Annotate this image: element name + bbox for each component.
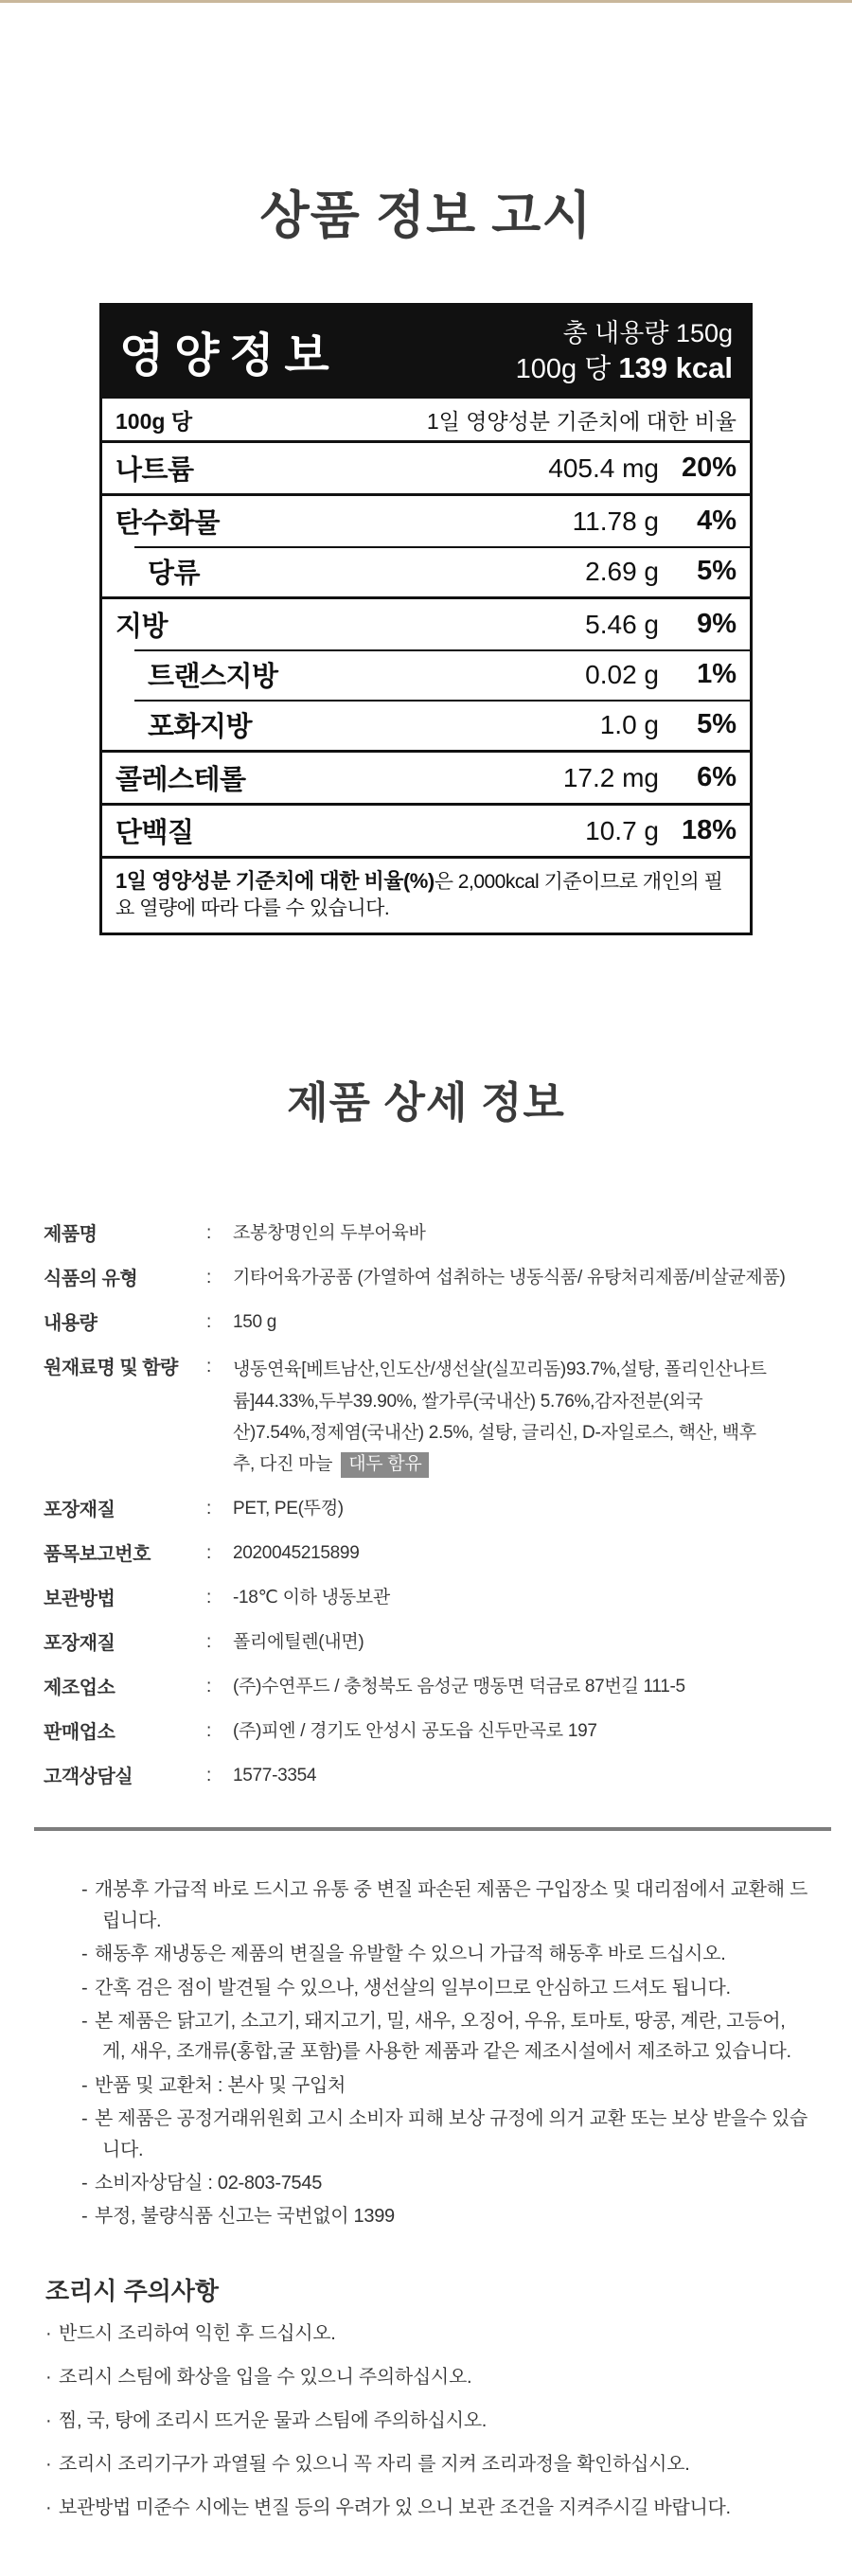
detail-value: -18℃ 이하 냉동보관 xyxy=(233,1588,390,1608)
colon: : xyxy=(206,1632,212,1653)
nutrient-value: 1.0 g xyxy=(599,709,659,739)
product-details xyxy=(44,1220,814,1791)
note-item: - 반품 및 교환처 : 본사 및 구입처 xyxy=(81,2070,810,2101)
nutrient-percent: 9% xyxy=(697,609,737,639)
note-item: - 소비자상담실 : 02-803-7545 xyxy=(81,2168,810,2198)
caution-item: · 반드시 조리하여 익힌 후 드십시오. xyxy=(45,2320,814,2347)
note-item: - 간혹 검은 점이 발견될 수 있으나, 생선살의 일부이므로 안심하고 드셔도 됩니다. xyxy=(81,1973,810,2003)
colon: : xyxy=(206,1312,212,1333)
dash-bullet: - xyxy=(81,2108,88,2130)
detail-row-package-material xyxy=(44,1496,814,1524)
nutrient-label: 당류 xyxy=(148,559,201,589)
caution-item: · 보관방법 미준수 시에는 변질 등의 우려가 있 으니 보관 조건을 지켜주시길 바랍니다. xyxy=(45,2495,814,2521)
table-row-cholesterol xyxy=(102,750,750,803)
detail-row-net-content xyxy=(44,1309,814,1338)
top-strip xyxy=(0,0,852,3)
colon: : xyxy=(206,1721,212,1742)
details-section-title: 제품 상세 정보 xyxy=(287,1078,565,1128)
detail-value: 1577-3354 xyxy=(233,1766,317,1786)
detail-value: (주)수연푸드 / 충청북도 음성군 맹동면 덕금로 87번길 111-5 xyxy=(233,1677,685,1697)
detail-value: PET, PE(뚜껑) xyxy=(233,1499,344,1519)
detail-value: 폴리에틸렌(내면) xyxy=(233,1632,364,1653)
dash-bullet: - xyxy=(81,1879,88,1901)
nutrient-label: 포화지방 xyxy=(148,712,253,742)
dot-bullet: · xyxy=(45,2453,52,2475)
nutrient-percent: 1% xyxy=(697,659,737,689)
dot-bullet: · xyxy=(45,2366,52,2388)
note-item: - 본 제품은 공정거래위원회 고시 소비자 피해 보상 규정에 의거 교환 또는 보상 받을수 있습니다. xyxy=(81,2104,810,2165)
nutrient-value: 405.4 mg xyxy=(548,453,659,483)
detail-row-package-material-2 xyxy=(44,1629,814,1658)
caution-item: · 찜, 국, 탕에 조리시 뜨거운 물과 스팀에 주의하십시오. xyxy=(45,2407,814,2434)
nutrition-table xyxy=(99,303,753,935)
detail-value: 기타어육가공품 (가열하여 섭취하는 냉동식품/ 유탕처리제품/비살균제품) xyxy=(233,1268,786,1288)
table-row-fat xyxy=(102,596,750,649)
nutrient-value: 17.2 mg xyxy=(562,762,659,792)
colon: : xyxy=(206,1499,212,1519)
detail-label: 고객상담실 xyxy=(44,1767,133,1788)
note-item: - 본 제품은 닭고기, 소고기, 돼지고기, 밀, 새우, 오징어, 우유, 토마토, 땅콩, 계란, 고등어, 게, 새우, 조개류(홍합,굴 포함)를 사용한 제품과 같은 제조시설에서 제조하고 있습니다. xyxy=(81,2006,810,2068)
nutrient-percent: 4% xyxy=(697,506,737,536)
dot-bullet: · xyxy=(45,2496,52,2518)
detail-row-customer-service xyxy=(44,1763,814,1791)
detail-label: 원재료명 및 함량 xyxy=(44,1358,178,1379)
detail-label: 보관방법 xyxy=(44,1589,115,1610)
caution-item: · 조리시 조리기구가 과열될 수 있으니 꼭 자리 를 지켜 조리과정을 확인하십시오. xyxy=(45,2451,814,2478)
nutrient-label: 탄수화물 xyxy=(115,508,221,539)
dash-bullet: - xyxy=(81,2074,88,2096)
detail-row-ingredients xyxy=(44,1354,814,1480)
nutrition-footnote: 1일 영양성분 기준치에 대한 비율(%)은 2,000kcal 기준이므로 개인의 필요 열량에 따라 다를 수 있습니다. xyxy=(102,856,750,933)
colon: : xyxy=(206,1223,212,1244)
nutrition-title: 영양정보 xyxy=(119,330,340,382)
detail-value: 150 g xyxy=(233,1312,277,1333)
nutrient-value: 5.46 g xyxy=(585,609,659,639)
colon: : xyxy=(206,1543,212,1564)
colon: : xyxy=(206,1357,212,1377)
nutrient-value: 2.69 g xyxy=(585,556,659,586)
section-divider xyxy=(34,1827,831,1831)
dash-bullet: - xyxy=(81,1944,88,1965)
colon: : xyxy=(206,1268,212,1288)
kcal-line: 100g 당 139 kcal xyxy=(515,350,733,384)
dash-bullet: - xyxy=(81,2206,88,2228)
detail-row-seller xyxy=(44,1718,814,1747)
detail-label: 포장재질 xyxy=(44,1633,115,1655)
dash-bullet: - xyxy=(81,2011,88,2032)
caution-title: 조리시 주의사항 xyxy=(45,2276,220,2305)
detail-value: (주)피엔 / 경기도 안성시 공도읍 신두만곡로 197 xyxy=(233,1721,597,1742)
table-row-sugars xyxy=(102,546,750,596)
table-row-satfat xyxy=(102,700,750,750)
table-row-sodium xyxy=(102,440,750,493)
nutrient-percent: 5% xyxy=(697,709,737,739)
colon: : xyxy=(206,1588,212,1608)
detail-row-food-type xyxy=(44,1265,814,1293)
note-item: - 부정, 불량식품 신고는 국번없이 1399 xyxy=(81,2201,810,2231)
detail-label: 제조업소 xyxy=(44,1678,115,1699)
nutrient-label: 트랜스지방 xyxy=(148,662,278,692)
detail-value: 2020045215899 xyxy=(233,1543,360,1564)
kcal-value: 139 kcal xyxy=(618,350,733,384)
page-title: 상품 정보 고시 xyxy=(259,187,593,244)
nutrient-label: 지방 xyxy=(115,612,169,642)
dot-bullet: · xyxy=(45,2322,52,2344)
cooking-caution-section xyxy=(45,2272,814,2521)
per-100g-label: 100g 당 xyxy=(115,408,193,434)
nutrient-percent: 6% xyxy=(697,762,737,792)
nutrient-percent: 5% xyxy=(697,556,737,586)
detail-row-report-number xyxy=(44,1540,814,1569)
detail-label: 식품의 유형 xyxy=(44,1269,138,1290)
nutrient-label: 나트륨 xyxy=(115,455,194,486)
detail-label: 품목보고번호 xyxy=(44,1544,151,1566)
detail-label: 제품명 xyxy=(44,1224,98,1246)
nutrient-label: 콜레스테롤 xyxy=(115,765,246,795)
caution-item: · 조리시 스팀에 화상을 입을 수 있으니 주의하십시오. xyxy=(45,2364,814,2390)
detail-label: 내용량 xyxy=(44,1313,98,1335)
nutrient-label: 단백질 xyxy=(115,818,194,848)
detail-value: 냉동연육[베트남산,인도산/생선살(실꼬리돔)93.7%,설탕, 폴리인산나트륨]44.33%,두부39.90%, 쌀가루(국내산) 5.76%,감자전분(외국산)7.54%,정제염(국내산) 2.5%, 설탕, 글리신, D-자일로스, 핵산, 백후추, 다진 마늘 대두 함유 xyxy=(233,1354,769,1480)
detail-label: 포장재질 xyxy=(44,1500,115,1521)
nutrition-subheader xyxy=(102,399,750,440)
nutrient-percent: 20% xyxy=(681,453,737,483)
detail-row-manufacturer xyxy=(44,1674,814,1702)
nutrient-value: 11.78 g xyxy=(572,506,659,536)
detail-value: 조봉창명인의 두부어육바 xyxy=(233,1223,426,1244)
notes-list xyxy=(81,1874,810,2231)
table-row-carbs xyxy=(102,493,750,546)
dash-bullet: - xyxy=(81,1977,88,1999)
colon: : xyxy=(206,1766,212,1786)
nutrient-value: 0.02 g xyxy=(585,659,659,689)
dot-bullet: · xyxy=(45,2409,52,2431)
table-row-protein xyxy=(102,803,750,856)
nutrient-value: 10.7 g xyxy=(585,815,659,845)
detail-row-storage xyxy=(44,1585,814,1613)
daily-value-label: 1일 영양성분 기준치에 대한 비율 xyxy=(426,408,737,434)
note-item: - 해동후 재냉동은 제품의 변질을 유발할 수 있으니 가급적 해동후 바로 드십시오. xyxy=(81,1939,810,1969)
nutrient-percent: 18% xyxy=(681,815,737,845)
total-content: 총 내용량 150g xyxy=(562,318,733,347)
table-row-transfat xyxy=(102,649,750,700)
detail-row-product-name xyxy=(44,1220,814,1249)
detail-label: 판매업소 xyxy=(44,1722,115,1744)
nutrition-header xyxy=(102,306,750,399)
colon: : xyxy=(206,1677,212,1697)
dash-bullet: - xyxy=(81,2172,88,2194)
nutrition-serving-info xyxy=(516,318,733,387)
allergen-badge: 대두 함유 xyxy=(341,1452,429,1478)
note-item: - 개봉후 가급적 바로 드시고 유통 중 변질 파손된 제품은 구입장소 및 대리점에서 교환해 드립니다. xyxy=(81,1874,810,1936)
